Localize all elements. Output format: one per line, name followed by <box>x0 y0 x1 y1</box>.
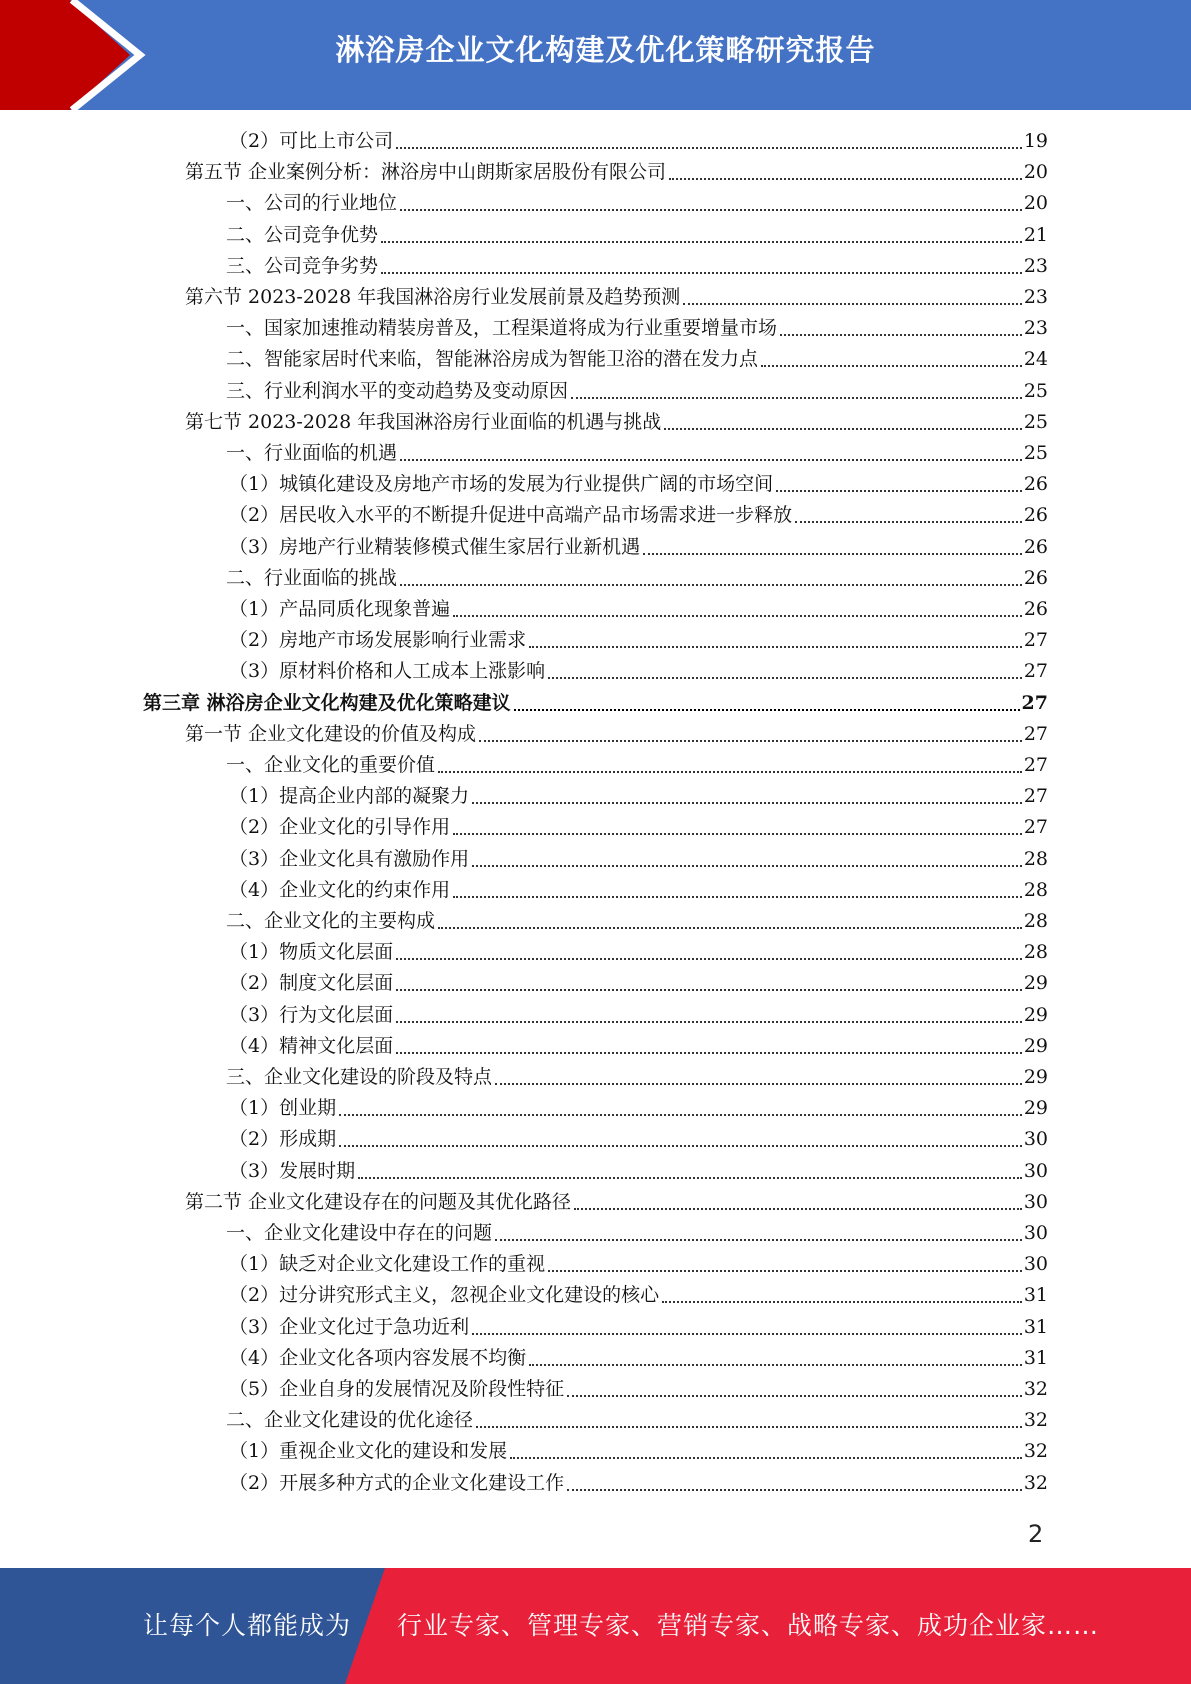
toc-entry-title: （3）房地产行业精装修模式催生家居行业新机遇 <box>229 535 641 558</box>
toc-entry-title: 一、企业文化的重要价值 <box>226 754 436 776</box>
toc-entry-page: 25 <box>1023 379 1048 402</box>
toc-entry-title: 第七节 2023-2028 年我国淋浴房行业面临的机遇与挑战 <box>185 410 662 433</box>
toc-dot-leader <box>683 303 1022 305</box>
toc-dot-leader <box>776 490 1022 492</box>
toc-entry[interactable] <box>229 1249 1048 1280</box>
toc-dot-leader <box>472 865 1022 867</box>
toc-entry[interactable] <box>226 438 1048 469</box>
toc-entry-page: 30 <box>1023 1190 1048 1213</box>
toc-entry-title: 二、公司竞争优势 <box>226 223 379 246</box>
toc-entry-page: 29 <box>1023 1003 1048 1026</box>
toc-entry-page: 27 <box>1023 629 1048 652</box>
toc-entry[interactable] <box>229 1312 1048 1343</box>
report-title: 淋浴房企业文化构建及优化策略研究报告 <box>335 33 876 67</box>
toc-entry-page: 28 <box>1023 910 1048 932</box>
toc-entry-page: 27 <box>1023 816 1048 839</box>
toc-entry-title: （3）发展时期 <box>229 1159 356 1182</box>
toc-dot-leader <box>396 989 1022 991</box>
toc-entry[interactable] <box>229 844 1048 875</box>
toc-dot-leader <box>472 802 1022 804</box>
footer-slogan-right: 行业专家、管理专家、营销专家、战略专家、成功企业家…… <box>397 1611 1100 1640</box>
toc-dot-leader <box>339 1145 1022 1147</box>
toc-entry-title: 一、行业面临的机遇 <box>226 442 398 464</box>
toc-entry[interactable] <box>185 157 1048 188</box>
toc-dot-leader <box>567 1395 1022 1397</box>
toc-entry[interactable] <box>229 1280 1048 1311</box>
toc-entry[interactable] <box>229 937 1048 968</box>
toc-entry-page: 29 <box>1023 972 1048 995</box>
toc-dot-leader <box>495 1083 1022 1085</box>
toc-entry-page: 30 <box>1023 1222 1048 1244</box>
toc-entry-page: 30 <box>1023 1128 1048 1151</box>
toc-entry-page: 28 <box>1023 941 1048 964</box>
toc-entry-title: （4）精神文化层面 <box>229 1034 394 1057</box>
toc-entry-title: 三、公司竞争劣势 <box>226 254 379 277</box>
toc-entry-title: （1）提高企业内部的凝聚力 <box>229 785 470 808</box>
toc-entry-title: 三、行业利润水平的变动趋势及变动原因 <box>226 379 569 402</box>
toc-dot-leader <box>396 147 1022 149</box>
toc-entry[interactable] <box>229 594 1048 625</box>
toc-dot-leader <box>662 1301 1022 1303</box>
toc-dot-leader <box>643 553 1022 555</box>
toc-entry[interactable] <box>226 750 1048 781</box>
toc-entry-title: 二、企业文化建设的优化途径 <box>226 1409 474 1432</box>
toc-entry[interactable] <box>143 688 1048 719</box>
toc-entry-title: （4）企业文化各项内容发展不均衡 <box>229 1346 527 1369</box>
toc-dot-leader <box>400 209 1022 211</box>
toc-entry[interactable] <box>226 344 1048 375</box>
toc-entry-title: （2）可比上市公司 <box>229 130 394 152</box>
toc-entry-page: 26 <box>1023 473 1048 496</box>
toc-entry-page: 28 <box>1023 878 1048 901</box>
toc-entry-page: 31 <box>1023 1315 1048 1338</box>
toc-entry-title: 二、智能家居时代来临，智能淋浴房成为智能卫浴的潜在发力点 <box>226 348 759 371</box>
toc-entry-title: （1）重视企业文化的建设和发展 <box>229 1440 508 1463</box>
toc-entry-page: 26 <box>1023 598 1048 620</box>
toc-dot-leader <box>453 615 1022 617</box>
toc-entry[interactable] <box>229 781 1048 812</box>
toc-entry-title: 一、国家加速推动精装房普及，工程渠道将成为行业重要增量市场 <box>226 317 778 340</box>
toc-entry-title: （2）过分讲究形式主义，忽视企业文化建设的核心 <box>229 1284 660 1307</box>
toc-entry-page: 23 <box>1023 286 1048 308</box>
toc-entry-page: 32 <box>1023 1378 1048 1400</box>
toc-dot-leader <box>495 1239 1022 1241</box>
toc-entry-page: 24 <box>1023 348 1048 371</box>
toc-dot-leader <box>453 896 1022 898</box>
toc-entry-page: 23 <box>1023 317 1048 340</box>
toc-entry[interactable] <box>226 188 1048 219</box>
toc-dot-leader <box>529 1364 1022 1366</box>
toc-entry-title: 二、行业面临的挑战 <box>226 566 398 589</box>
toc-entry[interactable] <box>226 376 1048 407</box>
toc-entry-page: 20 <box>1023 192 1048 215</box>
toc-entry-page: 27 <box>1023 754 1048 776</box>
toc-dot-leader <box>400 584 1022 586</box>
toc-entry-title: （2）企业文化的引导作用 <box>229 816 451 839</box>
toc-entry-title: （3）企业文化过于急功近利 <box>229 1315 470 1338</box>
toc-entry-title: （1）城镇化建设及房地产市场的发展为行业提供广阔的市场空间 <box>229 473 774 496</box>
toc-entry[interactable] <box>229 656 1048 687</box>
toc-entry[interactable] <box>185 719 1048 750</box>
toc-entry-title: 一、公司的行业地位 <box>226 192 398 215</box>
toc-entry-title: （5）企业自身的发展情况及阶段性特征 <box>229 1378 565 1400</box>
toc-dot-leader <box>479 740 1022 742</box>
toc-entry[interactable] <box>229 625 1048 656</box>
page-footer <box>0 1568 1191 1684</box>
toc-entry-page: 27 <box>1021 691 1048 714</box>
toc-dot-leader <box>381 241 1022 243</box>
toc-entry-page: 25 <box>1023 410 1048 433</box>
toc-entry[interactable] <box>226 563 1048 594</box>
toc-entry[interactable] <box>185 282 1048 313</box>
toc-entry-page: 32 <box>1023 1440 1048 1463</box>
toc-entry-title: （2）房地产市场发展影响行业需求 <box>229 629 527 652</box>
toc-entry-title: （2）制度文化层面 <box>229 972 394 995</box>
toc-entry[interactable] <box>229 875 1048 906</box>
toc-entry[interactable] <box>226 1218 1048 1249</box>
toc-entry-title: （2）开展多种方式的企业文化建设工作 <box>229 1471 565 1494</box>
toc-dot-leader <box>669 178 1022 180</box>
toc-entry-page: 26 <box>1023 535 1048 558</box>
toc-entry[interactable] <box>229 968 1048 999</box>
toc-entry-title: 第五节 企业案例分析：淋浴房中山朗斯家居股份有限公司 <box>185 161 667 184</box>
toc-entry[interactable] <box>226 1062 1048 1093</box>
toc-entry[interactable] <box>229 469 1048 500</box>
toc-entry[interactable] <box>229 126 1048 157</box>
toc-entry-title: （3）行为文化层面 <box>229 1003 394 1026</box>
toc-entry-page: 30 <box>1023 1253 1048 1276</box>
toc-dot-leader <box>396 1021 1022 1023</box>
toc-entry[interactable] <box>229 1031 1048 1062</box>
toc-entry-title: 一、企业文化建设中存在的问题 <box>226 1222 493 1244</box>
toc-entry-title: （2）居民收入水平的不断提升促进中高端产品市场需求进一步释放 <box>229 504 793 527</box>
toc-dot-leader <box>358 1177 1022 1179</box>
toc-dot-leader <box>780 334 1022 336</box>
toc-entry[interactable] <box>229 1156 1048 1187</box>
toc-entry-title: （3）企业文化具有激励作用 <box>229 847 470 870</box>
toc-entry-title: 第一节 企业文化建设的价值及构成 <box>185 722 477 745</box>
toc-entry-title: 二、企业文化的主要构成 <box>226 910 436 932</box>
toc-entry-page: 30 <box>1023 1159 1048 1182</box>
toc-dot-leader <box>529 646 1022 648</box>
toc-dot-leader <box>396 1052 1022 1054</box>
toc-entry[interactable] <box>226 220 1048 251</box>
toc-entry-title: （2）形成期 <box>229 1128 337 1151</box>
toc-entry[interactable] <box>229 1000 1048 1031</box>
toc-entry-page: 32 <box>1023 1409 1048 1432</box>
page-number: 2 <box>1028 1520 1044 1548</box>
toc-entry[interactable] <box>226 313 1048 344</box>
toc-entry-title: 第六节 2023-2028 年我国淋浴房行业发展前景及趋势预测 <box>185 286 681 308</box>
toc-dot-leader <box>339 1114 1022 1116</box>
toc-dot-leader <box>761 365 1022 367</box>
toc-entry-title: 第二节 企业文化建设存在的问题及其优化路径 <box>185 1190 572 1213</box>
toc-dot-leader <box>514 709 1020 711</box>
toc-entry-page: 23 <box>1023 254 1048 277</box>
toc-entry-title: （3）原材料价格和人工成本上涨影响 <box>229 660 546 683</box>
toc-entry-page: 31 <box>1023 1346 1048 1369</box>
toc-entry-page: 26 <box>1023 504 1048 527</box>
toc-entry-page: 27 <box>1023 785 1048 808</box>
toc-dot-leader <box>476 1426 1022 1428</box>
toc-entry-title: （1）产品同质化现象普遍 <box>229 598 451 620</box>
toc-entry-page: 29 <box>1023 1066 1048 1088</box>
toc-entry[interactable] <box>229 1343 1048 1374</box>
toc-dot-leader <box>472 1333 1022 1335</box>
page-header <box>0 0 1191 110</box>
toc-entry-page: 26 <box>1023 566 1048 589</box>
toc-entry-page: 27 <box>1023 660 1048 683</box>
toc-entry-page: 25 <box>1023 442 1048 464</box>
toc-entry-title: （1）创业期 <box>229 1097 337 1120</box>
toc-entry-page: 31 <box>1023 1284 1048 1307</box>
footer-slogan-left: 让每个人都能成为 <box>143 1611 352 1640</box>
toc-entry[interactable] <box>229 532 1048 563</box>
toc-dot-leader <box>438 927 1022 929</box>
toc-entry[interactable] <box>229 500 1048 531</box>
toc-dot-leader <box>510 1457 1022 1459</box>
toc-dot-leader <box>453 833 1022 835</box>
toc-dot-leader <box>396 958 1022 960</box>
toc-entry-page: 29 <box>1023 1034 1048 1057</box>
toc-entry-title: （1）缺乏对企业文化建设工作的重视 <box>229 1253 546 1276</box>
toc-dot-leader <box>664 428 1022 430</box>
toc-entry-page: 28 <box>1023 847 1048 870</box>
toc-entry[interactable] <box>229 1436 1048 1467</box>
toc-dot-leader <box>548 677 1022 679</box>
toc-dot-leader <box>795 521 1022 523</box>
toc-entry[interactable] <box>185 407 1048 438</box>
toc-entry[interactable] <box>226 251 1048 282</box>
toc-entry[interactable] <box>229 812 1048 843</box>
toc-dot-leader <box>548 1270 1022 1272</box>
toc-dot-leader <box>567 1489 1022 1491</box>
toc-entry-page: 32 <box>1023 1471 1048 1494</box>
toc-entry-page: 27 <box>1023 722 1048 745</box>
toc-entry[interactable] <box>185 1187 1048 1218</box>
toc-entry-title: （4）企业文化的约束作用 <box>229 878 451 901</box>
toc-entry-title: （1）物质文化层面 <box>229 941 394 964</box>
toc-entry-page: 21 <box>1023 223 1048 246</box>
toc-entry-page: 20 <box>1023 161 1048 184</box>
toc-dot-leader <box>571 397 1022 399</box>
toc-entry-title: 三、企业文化建设的阶段及特点 <box>226 1066 493 1088</box>
toc-entry[interactable] <box>229 1124 1048 1155</box>
toc-entry[interactable] <box>226 906 1048 937</box>
toc-entry[interactable] <box>229 1374 1048 1405</box>
toc-entry-title: 第三章 淋浴房企业文化构建及优化策略建议 <box>143 691 511 714</box>
toc-entry[interactable] <box>229 1468 1048 1499</box>
toc-dot-leader <box>400 459 1022 461</box>
toc-entry[interactable] <box>229 1093 1048 1124</box>
toc-dot-leader <box>381 272 1022 274</box>
toc-entry-page: 19 <box>1023 130 1048 152</box>
toc-entry-page: 29 <box>1023 1097 1048 1120</box>
toc-dot-leader <box>574 1208 1022 1210</box>
toc-entry[interactable] <box>226 1405 1048 1436</box>
toc-dot-leader <box>438 771 1022 773</box>
